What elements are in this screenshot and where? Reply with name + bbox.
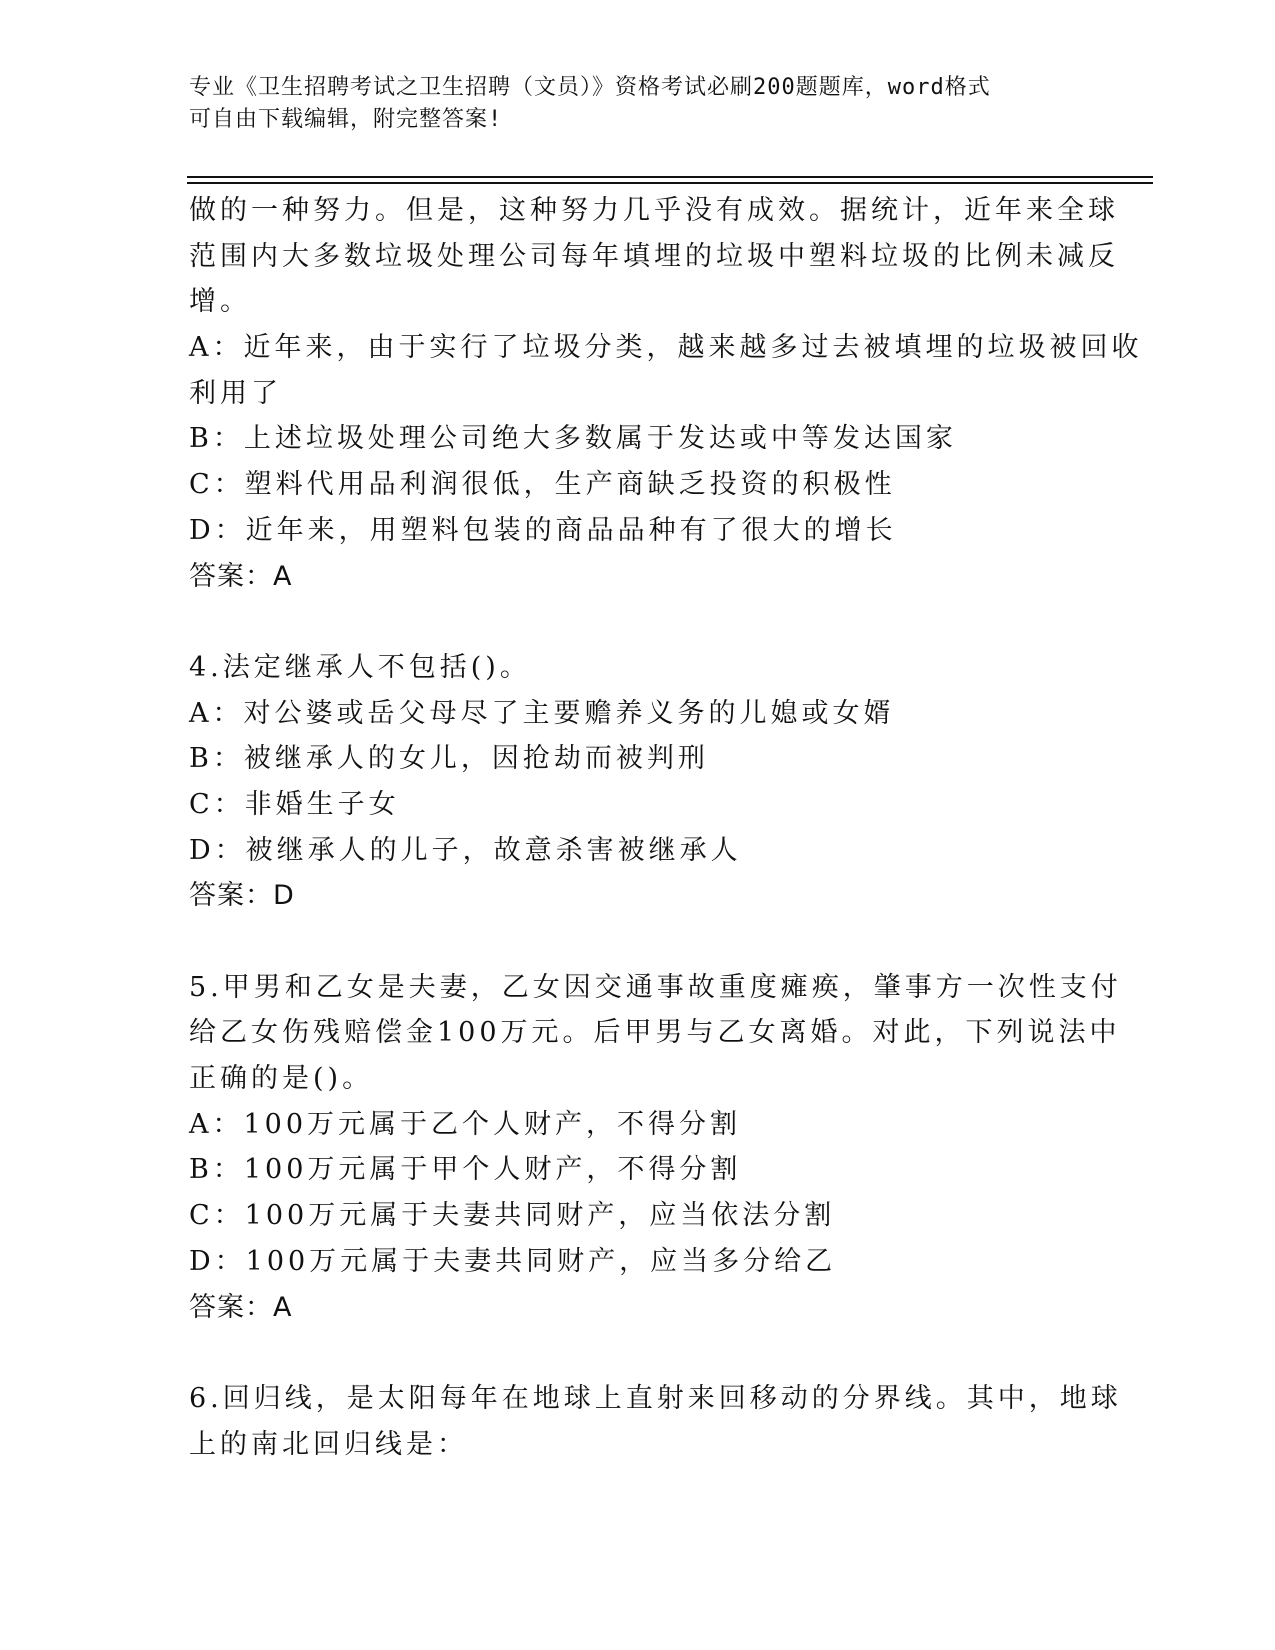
- question-5-stem-line-1: 5.甲男和乙女是夫妻，乙女因交通事故重度瘫痪，肇事方一次性支付: [189, 971, 1122, 1003]
- question-5-option-c: C：100万元属于夫妻共同财产，应当依法分割: [189, 1200, 836, 1232]
- question-3-option-d: D：近年来，用塑料包装的商品品种有了很大的增长: [189, 514, 897, 546]
- question-3-option-b: B：上述垃圾处理公司绝大多数属于发达或中等发达国家: [189, 423, 957, 455]
- header-line-2: 可自由下载编辑，附完整答案!: [189, 107, 503, 132]
- question-4: [189, 645, 1089, 919]
- question-5-option-b: B：100万元属于甲个人财产，不得分割: [189, 1154, 742, 1186]
- document-header: [189, 72, 1089, 136]
- header-rule-top: [187, 176, 1153, 178]
- question-3-stem-line-3: 增。: [189, 286, 251, 318]
- spacer: [189, 1330, 1089, 1376]
- question-5-stem-line-2: 给乙女伤残赔偿金100万元。后甲男与乙女离婚。对此，下列说法中: [189, 1017, 1121, 1049]
- question-5-answer: 答案：A: [189, 1291, 293, 1323]
- question-3: [189, 188, 1143, 599]
- spacer: [189, 919, 1089, 965]
- question-3-option-a: A：近年来，由于实行了垃圾分类，越来越多过去被填埋的垃圾被回收: [189, 332, 1143, 364]
- question-5-stem-line-3: 正确的是()。: [189, 1063, 374, 1095]
- question-5-option-d: D：100万元属于夫妻共同财产，应当多分给乙: [189, 1245, 837, 1277]
- question-3-stem-line-1: 做的一种努力。但是，这种努力几乎没有成效。据统计，近年来全球: [189, 195, 1119, 226]
- question-3-answer: 答案：A: [189, 560, 293, 592]
- question-3-stem-line-2: 范围内大多数垃圾处理公司每年填埋的垃圾中塑料垃圾的比例未减反: [189, 240, 1119, 272]
- question-4-option-b: B：被继承人的女儿，因抢劫而被判刑: [189, 743, 709, 775]
- question-3-option-c: C：塑料代用品利润很低，生产商缺乏投资的积极性: [189, 469, 896, 501]
- question-3-option-a-cont: 利用了: [189, 377, 282, 409]
- question-6-stem-line-1: 6.回归线，是太阳每年在地球上直射来回移动的分界线。其中，地球: [189, 1382, 1122, 1414]
- spacer: [189, 599, 1089, 645]
- question-4-option-a: A：对公婆或岳父母尽了主要赡养义务的儿媳或女婿: [189, 697, 895, 729]
- header-line-1: 专业《卫生招聘考试之卫生招聘（文员）》资格考试必刷200题题库，word格式: [189, 75, 991, 100]
- question-6: [189, 1376, 1122, 1467]
- question-5-option-a: A：100万元属于乙个人财产，不得分割: [189, 1108, 742, 1140]
- question-4-answer: 答案：D: [189, 880, 295, 912]
- question-4-option-c: C：非婚生子女: [189, 788, 400, 820]
- header-rule-bottom: [187, 182, 1153, 184]
- question-4-stem: 4.法定继承人不包括()。: [189, 651, 531, 683]
- document-body: [189, 188, 1143, 1467]
- question-5: [189, 965, 1122, 1331]
- question-6-stem-line-2: 上的南北回归线是：: [189, 1428, 468, 1460]
- question-4-option-d: D：被继承人的儿子，故意杀害被继承人: [189, 834, 742, 866]
